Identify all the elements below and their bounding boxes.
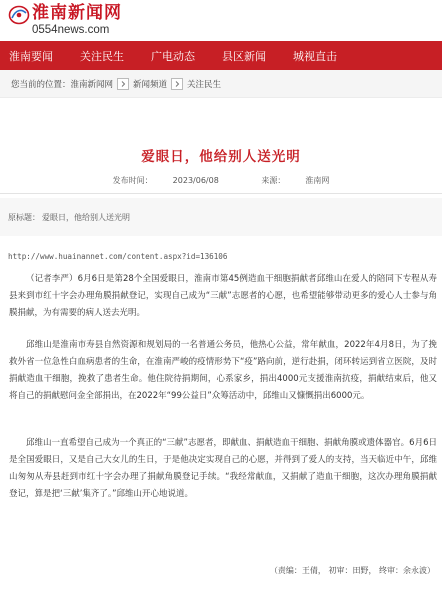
nav-item-huainan-news[interactable]: 淮南要闻 <box>9 49 53 63</box>
chevron-right-icon <box>171 78 183 90</box>
site-header <box>0 0 442 41</box>
breadcrumb-item-livelihood[interactable]: 关注民生 <box>187 79 222 90</box>
publish-time-label: 发布时间： <box>112 176 153 185</box>
original-title-box <box>0 198 442 236</box>
site-logo[interactable] <box>8 4 122 37</box>
nav-item-city-view[interactable]: 城视直击 <box>293 49 337 63</box>
original-title-label: 原标题： <box>8 212 40 222</box>
original-title: 爱眼日，他给别人送光明 <box>42 212 130 222</box>
nav-item-livelihood[interactable]: 关注民生 <box>80 49 124 63</box>
breadcrumb-item-channel[interactable]: 新闻频道 <box>133 79 168 90</box>
article-paragraph: 邱维山一直希望自己成为一个真正的“三献”志愿者，即献血、捐献造血干细胞、捐献角膜或遗体器官。6月6日是全国爱眼日，又是自己大女儿的生日，于是他决定实现自己的心愿，并得到了爱人的支持，当天临近中午，邱维山匆匆从寿县赶到市红十字会办理了捐献角膜登记手续。“我经常献血，又捐献了造血干细胞，这次办理角膜捐献登记，算是把‘三献’集齐了。”邱维山开心地说道。 <box>9 438 437 499</box>
logo-mark-icon <box>8 5 30 25</box>
article-paragraph: （记者李严）6月6日是第28个全国爱眼日，淮南市第45例造血干细胞捐献者邱维山在爱人的陪同下专程从寿县来到市红十字会办理角膜捐献登记，实现自己成为“三献”志愿者的心愿，也希望能够带动更多的爱心人士参与角膜捐献，为有需要的病人送去光明。 <box>9 274 437 318</box>
logo-url: 0554news.com <box>32 24 110 36</box>
article-meta <box>0 175 442 186</box>
breadcrumb <box>0 70 442 98</box>
nav-item-broadcast[interactable]: 广电动态 <box>151 49 195 63</box>
article-url[interactable]: http://www.huainannet.com/content.aspx?id=136106 <box>8 252 228 261</box>
source-value: 淮南网 <box>305 176 330 185</box>
logo-title: 淮南新闻网 <box>32 3 122 23</box>
article-paragraph: 邱维山是淮南市寿县自然资源和规划局的一名普通公务员，他热心公益，常年献血，2022年4月8日，为了挽救外省一位急性白血病患者的生命，在淮南严峻的疫情形势下“疫”路向前，逆行赴捐，闭环转运到省立医院，及时捐献造血干细胞，挽救了患者生命。他住院待捐期间，心系家乡，捐出4000元支援淮南抗疫，捐献结束后，他又将自己的捐献慰问金全部捐出，在2022年“99公益日”众筹活动中，邱维山又慷慨捐出6000元。 <box>9 340 437 401</box>
main-nav <box>0 41 442 70</box>
article-title: 爱眼日，他给别人送光明 <box>141 149 301 165</box>
editor-credits: （责编：王倩， 初审：田野， 终审：余永波） <box>269 566 435 575</box>
divider <box>0 193 442 194</box>
nav-item-county-news[interactable]: 县区新闻 <box>222 49 266 63</box>
source-label: 来源： <box>261 176 286 185</box>
breadcrumb-prefix: 您当前的位置： <box>11 79 71 90</box>
chevron-right-icon <box>117 78 129 90</box>
publish-time: 2023/06/08 <box>172 176 219 185</box>
breadcrumb-item-home[interactable]: 淮南新闻网 <box>70 79 114 90</box>
